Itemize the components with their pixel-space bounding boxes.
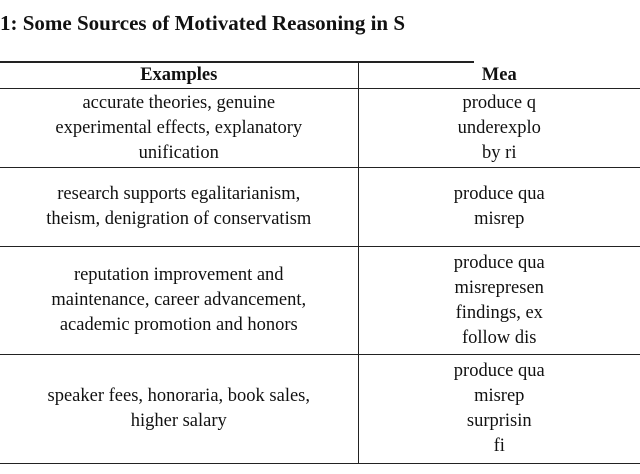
cell-line: unification [138, 142, 219, 163]
column-header-means: Mea [358, 62, 640, 89]
cell-line: accurate theories, genuine [82, 92, 276, 113]
cell-line: research supports egalitarianism, [57, 184, 301, 204]
examples-cell [0, 89, 358, 168]
examples-cell [0, 247, 358, 355]
cell-line: experimental effects, explanatory [55, 117, 303, 138]
table-row [0, 89, 640, 168]
table-row [0, 355, 640, 464]
cell-line: academic promotion and honors [59, 315, 298, 335]
cell-line: speaker fees, honoraria, book sales, [47, 386, 310, 406]
cell-line: misrep [474, 386, 525, 406]
motivated-reasoning-table [0, 62, 640, 464]
examples-cell [0, 355, 358, 464]
cell-line: maintenance, career advancement, [51, 290, 307, 310]
table-row [0, 168, 640, 247]
cell-line: theism, denigration of conservatism [46, 209, 312, 229]
cell-line: findings, ex [455, 302, 543, 323]
means-cell [358, 355, 640, 464]
table-row [0, 247, 640, 355]
cell-line: produce q [462, 92, 536, 113]
cell-line: produce qua [453, 184, 545, 204]
cell-line: produce qua [453, 361, 545, 381]
cell-line: produce qua [453, 252, 545, 273]
cell-line: surprisin [466, 411, 532, 431]
cell-line: underexplo [457, 117, 541, 138]
cell-line: by ri [482, 142, 517, 163]
means-cell [358, 168, 640, 247]
table-title: 1: Some Sources of Motivated Reasoning in S [0, 11, 406, 35]
cell-line: misrepresen [454, 277, 544, 298]
cell-line: misrep [474, 209, 525, 229]
header-row [0, 62, 640, 89]
means-cell [358, 89, 640, 168]
column-header-examples: Examples [0, 62, 358, 89]
cell-line: fi [493, 436, 505, 456]
cell-line: follow dis [461, 327, 537, 348]
cell-line: reputation improvement and [73, 265, 284, 285]
means-cell [358, 247, 640, 355]
examples-cell [0, 168, 358, 247]
cell-line: higher salary [130, 411, 227, 431]
